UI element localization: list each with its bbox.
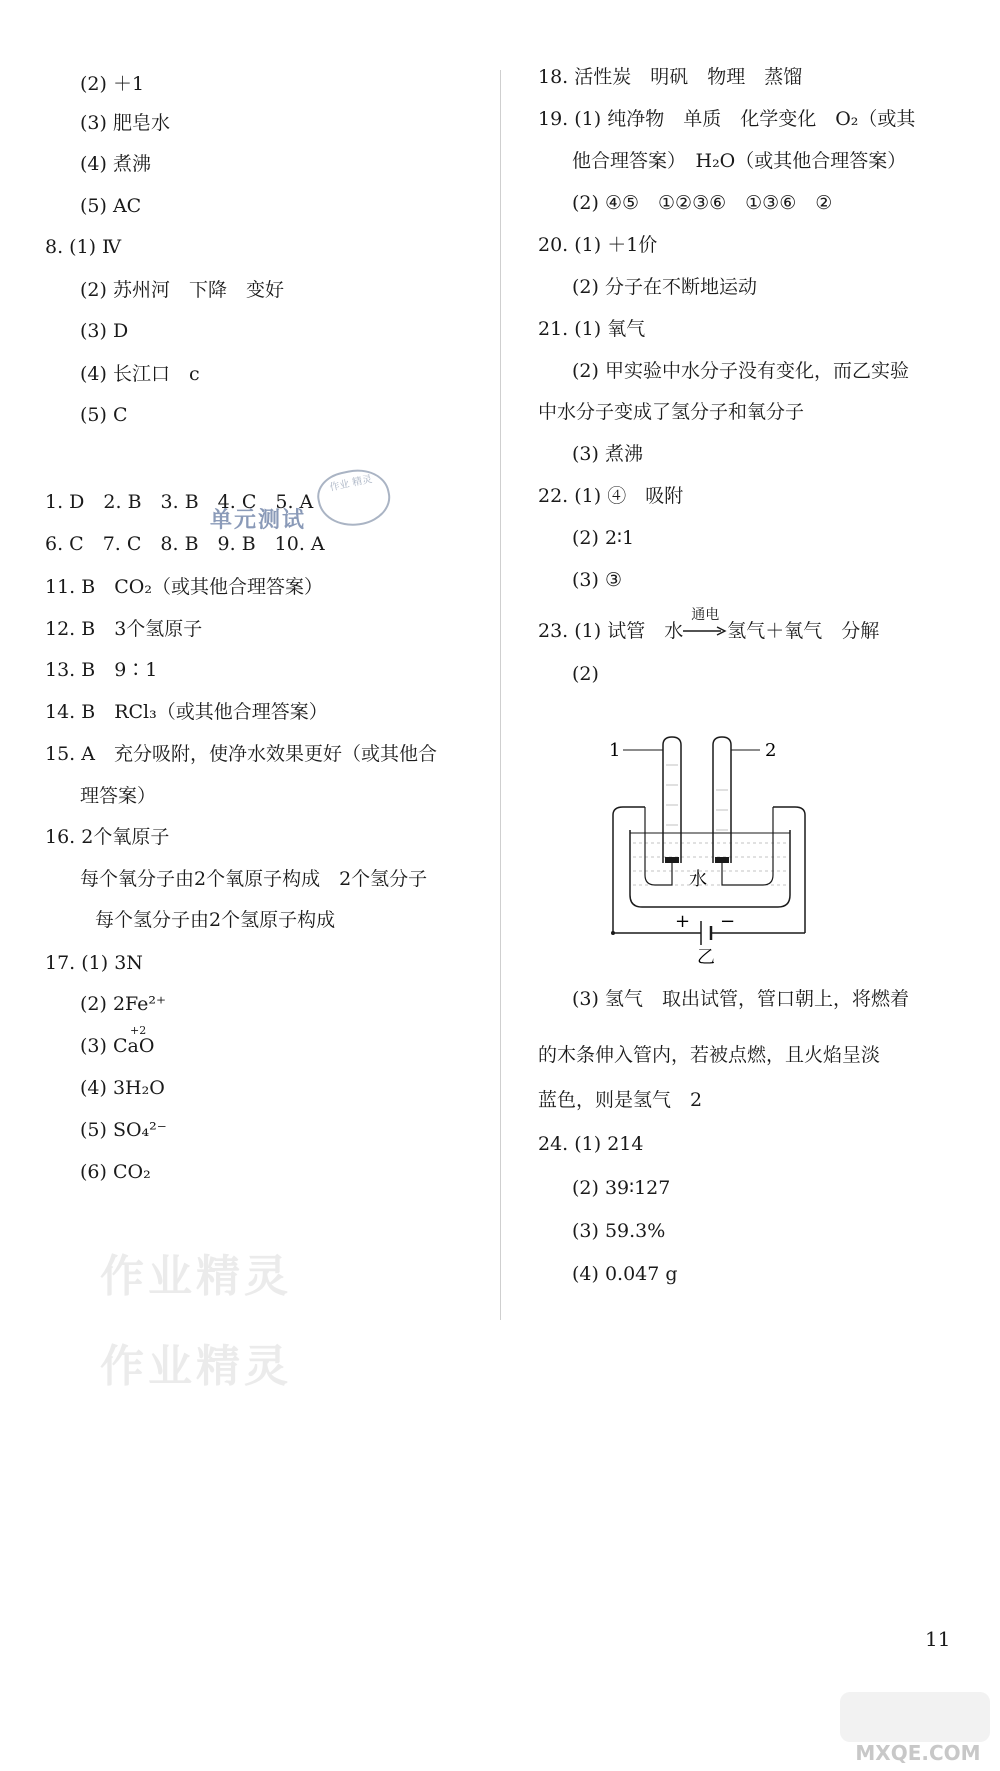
answer-line: 15. A 充分吸附，使净水效果更好（或其他合 xyxy=(45,743,437,765)
answer-line: 13. B 9∶1 xyxy=(45,659,158,681)
logo-text: MXQE.COM xyxy=(855,1741,981,1765)
answer-line: (2) ＋1 xyxy=(80,73,145,95)
answer-line: (2) 2∶1 xyxy=(572,527,635,549)
answer-line: (4) 0.047 g xyxy=(572,1263,678,1285)
water-label: 水 xyxy=(689,869,707,890)
answer-line: 19. (1) 纯净物 单质 化学变化 O₂（或其 xyxy=(538,108,916,130)
stamp-logo: 作业 精灵 xyxy=(313,463,395,533)
answer-line: (5) SO₄²⁻ xyxy=(80,1119,167,1141)
answer-line: (4) 3H₂O xyxy=(80,1077,165,1099)
electrolysis-diagram xyxy=(605,735,815,965)
answer-line: 8. (1) Ⅳ xyxy=(45,236,122,258)
answer-line: (2) xyxy=(572,663,599,685)
answer-line: 12. B 3个氢原子 xyxy=(45,618,203,640)
reaction-arrow xyxy=(683,607,727,641)
water-trough xyxy=(630,830,790,907)
answer-line: 中水分子变成了氢分子和氧分子 xyxy=(538,401,805,423)
answer-line: 18. 活性炭 明矾 物理 蒸馏 xyxy=(538,66,803,88)
answer-line: 16. 2个氧原子 xyxy=(45,826,170,848)
column-divider xyxy=(500,70,501,1320)
answer-line: (6) CO₂ xyxy=(80,1161,151,1183)
answer-line: (2) 2Fe²⁺ xyxy=(80,993,167,1015)
answer-line: 6. C 7. C 8. B 9. B 10. A xyxy=(45,533,325,555)
wire-left xyxy=(613,807,645,933)
right-arrow-icon xyxy=(683,623,727,637)
answer-line: (3) 59.3% xyxy=(572,1220,666,1242)
diagram-caption: 乙 xyxy=(697,947,715,965)
answer-line: (3) 煮沸 xyxy=(572,443,643,465)
answer-line: (5) C xyxy=(80,404,128,426)
answer-line: (2) 分子在不断地运动 xyxy=(572,276,757,298)
equation-prefix: 23. (1) 试管 水 xyxy=(538,620,684,642)
label-1: 1 xyxy=(609,740,621,761)
answer-line: (2) 苏州河 下降 变好 xyxy=(80,279,284,301)
page-number: 11 xyxy=(925,1627,951,1651)
answer-line: 21. (1) 氧气 xyxy=(538,318,646,340)
answer-line: 理答案） xyxy=(80,785,157,807)
watermark: 作业精灵 xyxy=(100,1341,292,1392)
test-tube-2 xyxy=(713,737,731,863)
minus-sign: − xyxy=(720,911,736,932)
watermark: 作业精灵 xyxy=(100,1251,292,1302)
answer-line: 24. (1) 214 xyxy=(538,1133,644,1155)
answer-line: (3) CaO xyxy=(80,1035,155,1057)
answer-line: 20. (1) ＋1价 xyxy=(538,234,658,256)
answer-line: (3) ③ xyxy=(572,569,622,591)
answer-line: (2) ④⑤ ①②③⑥ ①③⑥ ② xyxy=(572,192,833,214)
answer-line: 11. B CO₂（或其他合理答案） xyxy=(45,576,323,598)
answer-line: (5) AC xyxy=(80,195,142,217)
answer-line: 他合理答案） H₂O（或其他合理答案） xyxy=(572,150,907,172)
answer-line: 22. (1) ④ 吸附 xyxy=(538,485,684,507)
electrode-right xyxy=(715,857,729,863)
wire-right xyxy=(773,807,805,933)
answer-line: 17. (1) 3N xyxy=(45,952,143,974)
label-2: 2 xyxy=(765,740,777,761)
answer-line xyxy=(538,607,880,642)
answer-line: 每个氧分子由2个氧原子构成 2个氢分子 xyxy=(80,868,428,890)
valence-mark: +2 xyxy=(130,1024,147,1037)
test-tube-1 xyxy=(663,737,681,863)
answer-line: (4) 煮沸 xyxy=(80,153,151,175)
answer-line: (3) D xyxy=(80,320,129,342)
answer-line: (2) 39∶127 xyxy=(572,1177,671,1199)
answer-line: 的木条伸入管内，若被点燃，且火焰呈淡 xyxy=(538,1044,881,1066)
arrow-condition: 通电 xyxy=(691,607,720,623)
equation-suffix: 氢气＋氧气 分解 xyxy=(727,620,880,642)
answer-line: 1. D 2. B 3. B 4. C 5. A xyxy=(45,491,314,513)
answer-line: 每个氢分子由2个氢原子构成 xyxy=(95,909,336,931)
answer-line: (4) 长江口 c xyxy=(80,363,200,385)
answer-line: (3) 肥皂水 xyxy=(80,112,170,134)
electrode-left xyxy=(665,857,679,863)
answer-line: (3) 氢气 取出试管，管口朝上，将燃着 xyxy=(572,988,909,1010)
plus-sign: + xyxy=(675,911,691,932)
site-logo xyxy=(838,1690,998,1770)
section-title: 单元测试 xyxy=(210,507,307,533)
answer-line: 14. B RCl₃（或其他合理答案） xyxy=(45,701,328,723)
answer-line: (2) 甲实验中水分子没有变化，而乙实验 xyxy=(572,360,909,382)
answer-line: 蓝色，则是氢气 2 xyxy=(538,1089,703,1111)
